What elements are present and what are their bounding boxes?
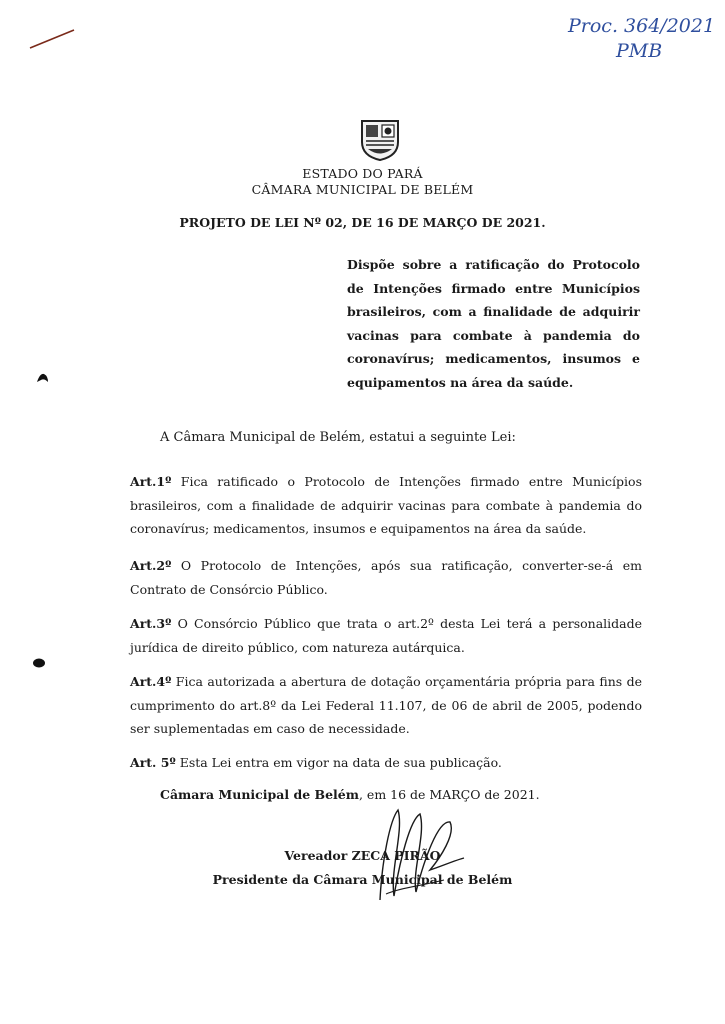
article-label: Art.3º bbox=[130, 616, 172, 631]
process-org: PMB bbox=[616, 39, 663, 62]
article-text: Fica autorizada a abertura de dotação orçamentária própria para fins de cumprimento do art.8º da Lei Federal 11.107, de 06 de abril de 2005, podendo ser suplementadas em caso de necessidade. bbox=[130, 674, 642, 736]
scan-blot bbox=[32, 657, 46, 669]
article-label: Art.1º bbox=[130, 474, 172, 489]
article-2 bbox=[130, 554, 642, 601]
scan-blot bbox=[36, 372, 50, 384]
article-1 bbox=[130, 470, 642, 541]
article-text: Esta Lei entra em vigor na data de sua publicação. bbox=[175, 755, 502, 770]
closing-date: , em 16 de MARÇO de 2021. bbox=[358, 787, 540, 802]
article-text: O Consórcio Público que trata o art.2º desta Lei terá a personalidade jurídica de direito público, com natureza autárquica. bbox=[130, 616, 642, 655]
coat-of-arms-icon bbox=[358, 118, 402, 162]
process-number: Proc. 364/2021 bbox=[568, 15, 716, 37]
document-title: PROJETO DE LEI Nº 02, DE 16 DE MARÇO DE 2021. bbox=[179, 215, 546, 230]
article-label: Art.4º bbox=[130, 674, 172, 689]
article-label: Art. 5º bbox=[130, 755, 176, 770]
pen-mark bbox=[28, 26, 78, 52]
enacting-clause: A Câmara Municipal de Belém, estatui a seguinte Lei: bbox=[160, 430, 516, 445]
ementa: Dispõe sobre a ratificação do Protocolo de Intenções firmado entre Municípios brasileiros, com a finalidade de adquirir vacinas para combate à pandemia do coronavírus; medicamentos, insumos e equipamentos na área da saúde. bbox=[347, 257, 640, 390]
article-5 bbox=[130, 751, 642, 775]
signatory-role: Presidente da Câmara Municipal de Belém bbox=[212, 872, 513, 887]
article-label: Art.2º bbox=[130, 558, 172, 573]
closing-place: Câmara Municipal de Belém bbox=[160, 787, 359, 802]
closing-line bbox=[160, 787, 540, 802]
article-text: O Protocolo de Intenções, após sua ratificação, converter-se-á em Contrato de Consórcio Público. bbox=[130, 558, 642, 597]
header-chamber: CÂMARA MUNICIPAL DE BELÉM bbox=[251, 182, 474, 197]
article-3 bbox=[130, 612, 642, 659]
signatory-name: Vereador ZECA PIRÃO bbox=[284, 848, 441, 863]
handwritten-process-note bbox=[568, 14, 715, 63]
article-text: Fica ratificado o Protocolo de Intenções firmado entre Municípios brasileiros, com a finalidade de adquirir vacinas para combate à pandemia do coronavírus; medicamentos, insumos e equipamentos na área da saúde. bbox=[130, 474, 642, 536]
article-4 bbox=[130, 670, 642, 741]
header-state: ESTADO DO PARÁ bbox=[302, 166, 423, 181]
